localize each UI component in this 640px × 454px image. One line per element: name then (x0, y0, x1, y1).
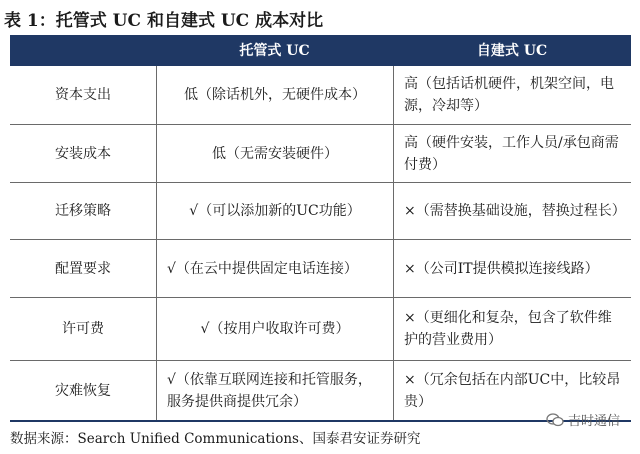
table-row (10, 124, 631, 182)
self-built-cell (393, 183, 631, 239)
table-title: 表 1：托管式 UC 和自建式 UC 成本对比 (4, 11, 324, 31)
table-header (10, 37, 631, 66)
comparison-table (10, 35, 631, 422)
table-row (10, 297, 631, 360)
row-label: 灾难恢复 (55, 382, 111, 399)
hosted-text: √（在云中提供固定电话连接） (167, 260, 358, 277)
self-built-text: 高（包括话机硬件，机架空间，电源，冷却等） (404, 76, 614, 114)
hosted-cell (156, 240, 393, 297)
self-built-cell (393, 240, 631, 297)
row-label: 许可费 (62, 321, 104, 337)
hosted-cell (156, 183, 393, 239)
row-label: 资本支出 (55, 87, 111, 103)
hosted-cell (156, 125, 393, 182)
self-built-text: ×（公司IT提供模拟连接线路） (404, 260, 599, 277)
row-label: 安装成本 (55, 145, 111, 162)
self-built-text: ×（更细化和复杂，包含了软件维护的营业费用） (404, 310, 612, 348)
header-cell-item (10, 37, 156, 66)
self-built-cell (393, 298, 631, 360)
hosted-cell (156, 66, 393, 124)
hosted-text: √（可以添加新的UC功能） (189, 203, 361, 219)
row-label: 迁移策略 (55, 203, 111, 219)
wechat-icon (546, 413, 564, 427)
watermark-text: 吉时通信 (567, 414, 620, 429)
self-built-cell (393, 125, 631, 182)
table-row (10, 182, 631, 239)
hosted-text: √（按用户收取许可费） (200, 321, 350, 337)
self-built-text: 高（硬件安装，工作人员/承包商需付费） (404, 134, 619, 173)
table-row (10, 360, 631, 420)
table-row (10, 239, 631, 297)
hosted-text: √（依靠互联网连接和托管服务，服务提供商提供冗余） (167, 371, 372, 410)
source-note: 数据来源：Search Unified Communications、国泰君安证券研究 (10, 431, 421, 447)
self-built-text: ×（需替换基础设施，替换过程长） (404, 203, 626, 219)
hosted-cell (156, 361, 393, 420)
hosted-text: 低（无需安装硬件） (212, 145, 338, 162)
header-cell-hosted: 托管式 UC (239, 43, 310, 59)
row-label: 配置要求 (55, 260, 111, 277)
self-built-cell (393, 66, 631, 124)
self-built-text: ×（冗余包括在内部UC中，比较昂贵） (404, 371, 621, 410)
table-row (10, 66, 631, 124)
hosted-cell (156, 298, 393, 360)
header-cell-self-built: 自建式 UC (476, 43, 548, 59)
hosted-text: 低（除话机外，无硬件成本） (184, 87, 366, 103)
watermark (546, 410, 620, 429)
